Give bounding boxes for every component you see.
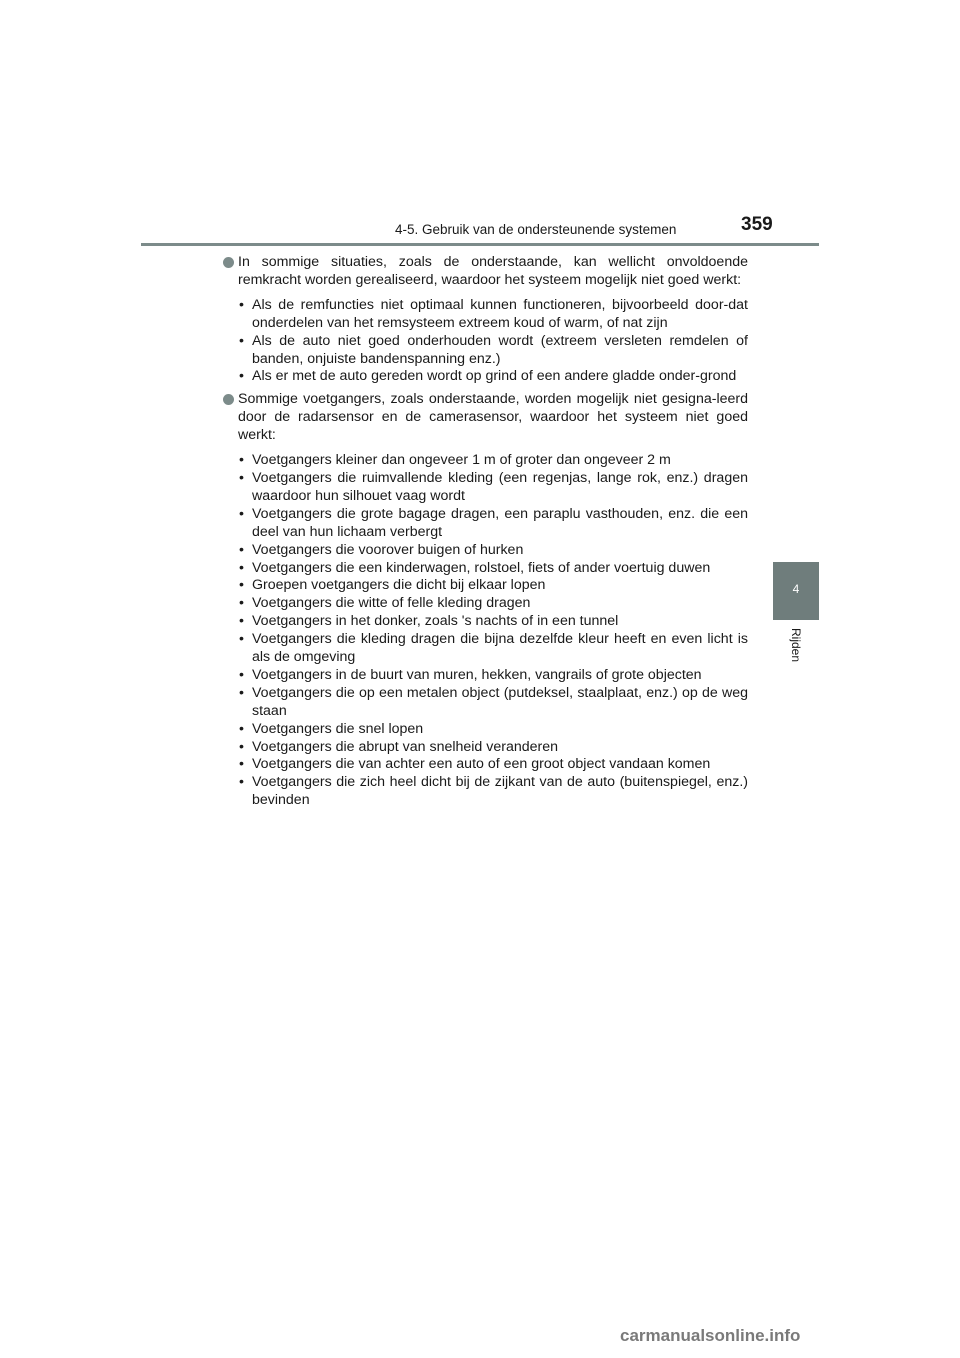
list-bullet-marker: • — [239, 684, 244, 701]
list-item — [238, 542, 748, 560]
list-bullet-marker: • — [239, 666, 244, 683]
list-bullet-marker: • — [239, 332, 244, 349]
page-number: 359 — [741, 214, 773, 235]
list-item — [238, 577, 748, 595]
list-bullet-marker: • — [239, 631, 244, 648]
list-item-text: Voetgangers die zich heel dicht bij de zijkant van de auto (buitenspiegel, enz.) bevinden — [252, 774, 748, 809]
content-body — [222, 254, 748, 815]
sub-list — [238, 452, 748, 810]
list-item-text: Voetgangers die grote bagage dragen, een paraplu vasthouden, enz. die een deel van hun lichaam verbergt — [252, 505, 748, 540]
list-bullet-marker: • — [239, 559, 244, 576]
list-item-text: Groepen voetgangers die dicht bij elkaar lopen — [252, 577, 546, 594]
chapter-tab[interactable] — [773, 562, 819, 620]
list-item-text: Als de auto niet goed onderhouden wordt (extreem versleten remdelen of banden, onjuiste bandenspanning enz.) — [252, 332, 748, 367]
list-item — [238, 756, 748, 774]
list-item — [238, 685, 748, 721]
header-divider — [141, 243, 819, 246]
list-item-text: Voetgangers die snel lopen — [252, 720, 424, 737]
list-bullet-marker: • — [239, 738, 244, 755]
bullet-dot-icon — [223, 394, 234, 405]
list-item-text: Voetgangers die ruimvallende kleding (een regenjas, lange rok, enz.) dragen waardoor hun silhouet vaag wordt — [252, 469, 748, 504]
list-bullet-marker: • — [239, 774, 244, 791]
list-item — [238, 470, 748, 506]
list-item — [238, 297, 748, 333]
list-item-text: Als de remfuncties niet optimaal kunnen functioneren, bijvoorbeeld door-dat onderdelen van het remsysteem extreem koud of warm, of nat zijn — [252, 296, 748, 331]
list-bullet-marker: • — [239, 505, 244, 522]
list-item-text: Als er met de auto gereden wordt op grind of een andere gladde onder-grond — [252, 368, 737, 385]
bullet-text: Sommige voetgangers, zoals onderstaande, worden mogelijk niet gesigna-leerd door de radarsensor en de camerasensor, waardoor het systeem niet goed werkt: — [238, 391, 748, 444]
list-bullet-marker: • — [239, 541, 244, 558]
list-bullet-marker: • — [239, 452, 244, 469]
list-bullet-marker: • — [239, 595, 244, 612]
bullet-dot-icon — [223, 257, 234, 268]
section-header-title: 4-5. Gebruik van de ondersteunende systemen — [395, 222, 677, 237]
list-item — [238, 667, 748, 685]
list-bullet-marker: • — [239, 296, 244, 313]
list-item — [238, 631, 748, 667]
list-item — [238, 721, 748, 739]
list-bullet-marker: • — [239, 720, 244, 737]
list-item-text: Voetgangers in het donker, zoals 's nachts of in een tunnel — [252, 613, 619, 630]
list-item-text: Voetgangers die abrupt van snelheid veranderen — [252, 738, 559, 755]
list-item — [238, 595, 748, 613]
sub-list — [238, 297, 748, 387]
list-item-text: Voetgangers in de buurt van muren, hekken, vangrails of grote objecten — [252, 666, 702, 683]
list-item-text: Voetgangers die kleding dragen die bijna dezelfde kleur heeft en even licht is als de omgeving — [252, 631, 748, 666]
list-item — [238, 560, 748, 578]
list-item — [238, 739, 748, 757]
list-item-text: Voetgangers kleiner dan ongeveer 1 m of groter dan ongeveer 2 m — [252, 452, 671, 469]
list-bullet-marker: • — [239, 756, 244, 773]
list-item-text: Voetgangers die op een metalen object (putdeksel, staalplaat, enz.) op de weg staan — [252, 684, 748, 719]
list-item — [238, 774, 748, 810]
list-item-text: Voetgangers die witte of felle kleding dragen — [252, 595, 531, 612]
list-item — [238, 368, 748, 386]
list-item-text: Voetgangers die een kinderwagen, rolstoel, fiets of ander voertuig duwen — [252, 559, 711, 576]
list-item-text: Voetgangers die van achter een auto of een groot object vandaan komen — [252, 756, 711, 773]
list-bullet-marker: • — [239, 368, 244, 385]
list-item — [238, 333, 748, 369]
list-bullet-marker: • — [239, 469, 244, 486]
watermark: carmanualsonline.info — [620, 1326, 801, 1345]
list-bullet-marker: • — [239, 577, 244, 594]
list-item — [238, 506, 748, 542]
bullet-paragraph — [222, 391, 748, 445]
bullet-paragraph — [222, 254, 748, 290]
list-item — [238, 452, 748, 470]
list-item — [238, 613, 748, 631]
list-item-text: Voetgangers die voorover buigen of hurken — [252, 541, 524, 558]
bullet-text: In sommige situaties, zoals de onderstaande, kan wellicht onvoldoende remkracht worden gerealiseerd, waardoor het systeem mogelijk niet goed werkt: — [238, 254, 748, 288]
chapter-label: Rijden — [789, 628, 803, 663]
list-bullet-marker: • — [239, 613, 244, 630]
chapter-number: 4 — [792, 582, 800, 596]
